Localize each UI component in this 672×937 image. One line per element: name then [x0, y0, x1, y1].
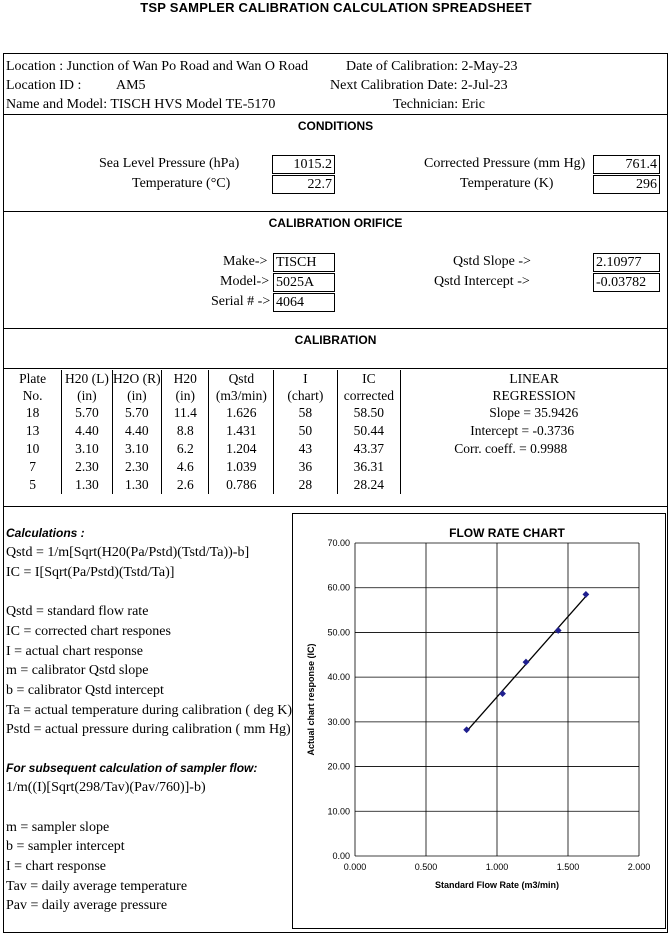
serial-value: 4064 [273, 293, 335, 312]
y-tick-label: 70.00 [327, 538, 350, 548]
x-tick-label: 2.000 [627, 862, 651, 872]
data-point [499, 690, 506, 697]
col-header: Plate [4, 370, 62, 387]
y-tick-label: 20.00 [327, 761, 350, 772]
table-cell: 1.30 [62, 476, 112, 494]
data-point [555, 627, 562, 634]
table-cell: 8.8 [162, 422, 209, 440]
table-cell: 13 [4, 422, 62, 440]
regression-corr: Corr. coeff. = 0.9988 [454, 441, 568, 456]
y-tick-label: 40.00 [327, 672, 350, 683]
data-point [463, 726, 470, 733]
page-title: TSP SAMPLER CALIBRATION CALCULATION SPREADSHEET [140, 0, 532, 15]
location-id-label: Location ID : [6, 78, 82, 93]
table-row [4, 404, 667, 422]
table-cell: 43.37 [337, 440, 401, 458]
temperature-c-label: Temperature (°C) [132, 176, 231, 191]
calibration-orifice-title: CALIBRATION ORIFICE [268, 216, 403, 230]
definition-line: Tav = daily average temperature [6, 879, 188, 894]
col-header: H2O (R) [113, 371, 161, 386]
serial-label: Serial # -> [211, 294, 271, 309]
definition-line: I = actual chart response [6, 644, 143, 659]
sea-level-pressure-label: Sea Level Pressure (hPa) [99, 156, 240, 171]
regression-intercept: Intercept = -0.3736 [470, 423, 575, 438]
chart-svg [293, 514, 665, 928]
calibration-table [4, 370, 667, 494]
table-cell: 0.786 [209, 476, 274, 494]
table-header-row [4, 387, 667, 404]
table-cell: 18 [4, 404, 62, 422]
y-tick-label: 0.00 [332, 851, 350, 861]
next-calibration-date: Next Calibration Date: 2-Jul-23 [330, 78, 508, 93]
model-value: 5025A [273, 273, 335, 292]
table-cell: 58.50 [337, 404, 401, 422]
formula-qstd: Qstd = 1/m[Sqrt(H20(Pa/Pstd)(Tstd/Ta))-b] [6, 545, 250, 560]
table-cell: 1.039 [209, 458, 274, 476]
qstd-slope-value: 2.10977 [593, 253, 660, 272]
regression-title: LINEAR [509, 371, 559, 386]
table-row [4, 458, 667, 476]
divider [4, 506, 667, 507]
name-and-model: Name and Model: TISCH HVS Model TE-5170 [6, 97, 276, 112]
y-axis-label: Actual chart response (IC) [306, 643, 316, 756]
col-header: (in) [62, 387, 112, 404]
table-cell: 4.6 [162, 458, 209, 476]
formula-ic: IC = I[Sqrt(Pa/Pstd)(Tstd/Ta)] [6, 565, 175, 580]
definition-line: Ta = actual temperature during calibration ( deg K) [6, 703, 293, 718]
table-cell: 7 [4, 458, 62, 476]
chart-title: FLOW RATE CHART [449, 526, 565, 540]
flow-rate-chart [292, 513, 666, 929]
col-header: (chart) [274, 387, 337, 404]
table-cell: 36 [274, 458, 337, 476]
divider [4, 211, 667, 212]
temperature-c-value: 22.7 [272, 175, 335, 194]
conditions-title: CONDITIONS [297, 119, 374, 133]
table-cell: 28.24 [337, 476, 401, 494]
col-header: Qstd [209, 370, 274, 387]
subsequent-heading: For subsequent calculation of sampler flow: [6, 761, 258, 775]
col-header: (m3/min) [209, 387, 274, 404]
make-label: Make-> [223, 254, 268, 269]
calculations-heading: Calculations : [6, 526, 85, 540]
data-point [523, 659, 530, 666]
definition-line: IC = corrected chart respones [6, 624, 171, 639]
col-header: I [274, 370, 337, 387]
qstd-intercept-value: -0.03782 [593, 273, 660, 292]
table-row [4, 476, 667, 494]
model-label: Model-> [220, 274, 270, 289]
x-axis-label: Standard Flow Rate (m3/min) [434, 880, 560, 890]
location-text: Location : Junction of Wan Po Road and Wan O Road [6, 59, 309, 74]
y-tick-label: 10.00 [327, 806, 350, 817]
table-cell: 2.6 [162, 476, 209, 494]
table-cell: 50.44 [337, 422, 401, 440]
x-tick-label: 0.500 [414, 862, 438, 872]
calibration-sheet [3, 53, 668, 933]
table-cell: 36.31 [337, 458, 401, 476]
table-cell: 1.626 [209, 404, 274, 422]
table-cell: 43 [274, 440, 337, 458]
location-id-value: AM5 [116, 78, 146, 93]
sea-level-pressure-value: 1015.2 [272, 155, 335, 174]
col-header: IC [337, 370, 401, 387]
table-row [4, 440, 667, 458]
table-cell: 2.30 [112, 458, 161, 476]
date-of-calibration: Date of Calibration: 2-May-23 [346, 59, 518, 74]
definition-line: Pav = daily average pressure [6, 898, 168, 913]
table-cell: 1.431 [209, 422, 274, 440]
temperature-k-label: Temperature (K) [460, 176, 554, 191]
regression-slope: Slope = 35.9426 [489, 405, 579, 420]
divider [4, 114, 667, 115]
col-header: H20 [162, 370, 209, 387]
table-cell: 3.10 [62, 440, 112, 458]
y-tick-label: 30.00 [327, 716, 350, 727]
table-cell: 5.70 [62, 404, 112, 422]
qstd-slope-label: Qstd Slope -> [453, 254, 531, 269]
col-header: corrected [337, 387, 401, 404]
x-tick-label: 0.000 [343, 862, 367, 872]
definition-line: I = chart response [6, 859, 107, 874]
x-tick-label: 1.500 [556, 862, 580, 872]
table-cell: 1.204 [209, 440, 274, 458]
definition-line: b = calibrator Qstd intercept [6, 683, 164, 698]
divider [4, 368, 667, 369]
table-cell: 58 [274, 404, 337, 422]
corrected-pressure-value: 761.4 [593, 155, 660, 174]
col-header: No. [4, 387, 62, 404]
y-tick-label: 50.00 [327, 627, 350, 638]
table-cell: 11.4 [162, 404, 209, 422]
table-cell: 4.40 [112, 422, 161, 440]
table-cell: 28 [274, 476, 337, 494]
table-cell: 2.30 [62, 458, 112, 476]
table-row [4, 422, 667, 440]
table-cell: 10 [4, 440, 62, 458]
divider [4, 328, 667, 329]
definition-line: Qstd = standard flow rate [6, 604, 149, 619]
table-cell: 1.30 [112, 476, 161, 494]
technician: Technician: Eric [393, 97, 485, 112]
table-cell: 4.40 [62, 422, 112, 440]
col-header: H20 (L) [62, 370, 112, 387]
calibration-title: CALIBRATION [294, 333, 377, 347]
sampler-formula: 1/m((I)[Sqrt(298/Tav)(Pav/760)]-b) [6, 780, 206, 795]
x-tick-label: 1.000 [485, 862, 509, 872]
table-header-row [4, 370, 667, 387]
col-header: (in) [112, 387, 161, 404]
make-value: TISCH [273, 253, 335, 272]
table-cell: 5 [4, 476, 62, 494]
table-cell: 5.70 [112, 404, 161, 422]
corrected-pressure-label: Corrected Pressure (mm Hg) [424, 156, 586, 171]
definition-line: m = calibrator Qstd slope [6, 663, 149, 678]
table-cell: 50 [274, 422, 337, 440]
regression-title: REGRESSION [492, 388, 576, 403]
qstd-intercept-label: Qstd Intercept -> [434, 274, 530, 289]
definition-line: Pstd = actual pressure during calibration ( mm Hg) [6, 722, 291, 737]
definition-line: b = sampler intercept [6, 839, 125, 854]
y-tick-label: 60.00 [327, 582, 350, 593]
temperature-k-value: 296 [593, 175, 660, 194]
table-cell: 6.2 [162, 440, 209, 458]
col-header: (in) [162, 387, 209, 404]
data-point [582, 591, 589, 598]
definition-line: m = sampler slope [6, 820, 110, 835]
table-cell: 3.10 [112, 440, 161, 458]
